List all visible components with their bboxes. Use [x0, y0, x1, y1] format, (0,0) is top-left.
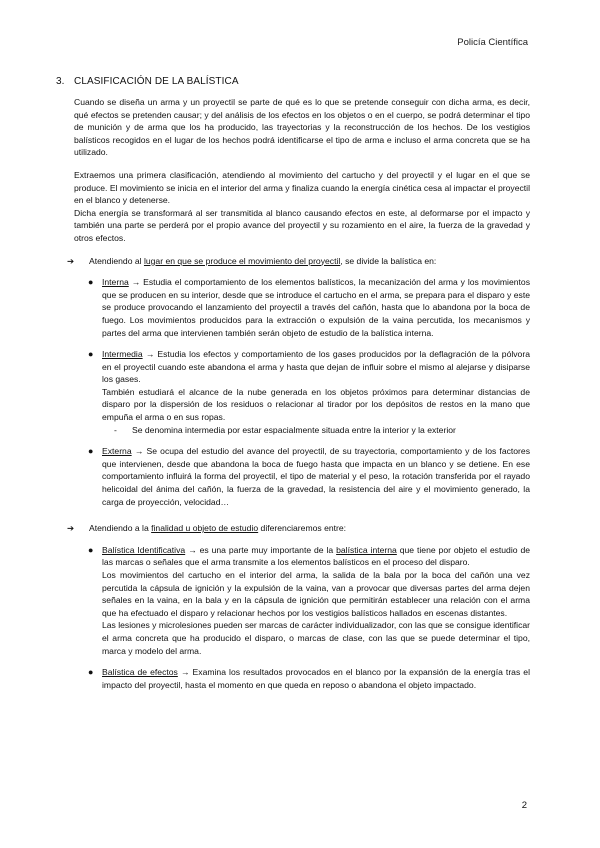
list-item-intermedia: [88, 348, 530, 436]
description-identificativa-2: Los movimientos del cartucho en el interior del arma, la salida de la bala por la boca del cañón una vez percutida la cápsula de ignición y la expulsión de la vaina, van a provocar que diversas partes del arma dejen señales en la vaina, en la bala y en la cápsula de ignición que permitirán establecer una relación con el arma que ha efectuado el disparo y relacionar hechos por los vestigios balísticos hallados en escenas distantes.: [102, 570, 530, 618]
arrow-item-location-post: , se divide la balística en:: [340, 255, 437, 266]
arrow-separator: →: [142, 349, 158, 360]
paragraph-classification-a: Extraemos una primera clasificación, atendiendo al movimiento del cartucho y del proyectil y el lugar en el que se produce. El movimiento se inicia en el interior del arma y finaliza cuando la energía cinética cesa al impactar el proyectil en el blanco y detenerse.: [74, 169, 530, 206]
dash-marker: -: [114, 424, 117, 435]
bullet-icon: ●: [88, 667, 94, 678]
description-identificativa-pre: es una parte muy importante de la: [199, 544, 337, 555]
bullet-list-purpose: [74, 544, 530, 692]
underlined-phrase-location: lugar en que se produce el movimiento del proyectil: [143, 255, 341, 266]
bullet-icon: ●: [88, 277, 94, 288]
arrow-item-purpose: [67, 522, 530, 535]
list-item-identificativa: [88, 544, 531, 657]
description-externa: Se ocupa del estudio del avance del proyectil, de su trayectoria, comportamiento y de los factores que intervienen, desde que abandona la boca de fuego hasta que impacta en un blanco y se detiene. En ese comportamiento influirá la forma del proyectil, el tipo de material y el peso, la rotación transferida por el rayado helicoidal del ánima del cañón, la fuerza de la gravedad, la resistencia del aire y el movimiento generado, la carga de proyección, velocidad…: [102, 446, 531, 507]
list-item-externa: [88, 445, 531, 508]
description-intermedia-2: También estudiará el alcance de la nube generada en los objetos próximos para determinar distancias de disparo por la dispersión de los residuos o relacionar al tirador por los depósitos de restos en la mano que empuña el arma o en sus ropas.: [102, 386, 530, 423]
list-item-efectos: [88, 666, 530, 691]
arrow-item-location-pre: Atendiendo al: [89, 255, 144, 266]
paragraph-classification-b: Dicha energía se transformará al ser transmitida al blanco causando efectos en este, al deformarse por el impacto y también una parte se perderá por el propio avance del proyectil y su rozamiento en el aire, la fuerza de la gravedad y otros efectos.: [74, 207, 530, 243]
description-efectos: Examina los resultados provocados en el blanco por la expansión de la energía tras el impacto del proyectil, hasta el momento en que queda en reposo o abandona el objeto impactado.: [102, 667, 530, 690]
description-interna: Estudia el comportamiento de los elementos balísticos, la mecanización del arma y los movimientos que se producen en su interior, desde que se introduce el cartucho en el arma, se prepara para el disparo y este se produce provocando el lanzamiento del proyectil a través del cañón, hasta que lo abandona por la boca de fuego. Los movimientos producidos para la extracción o expulsión de la vaina percutida, los mecanismos y partes del arma que intervienen también serán objeto de estudio de la balística interna.: [102, 277, 530, 338]
arrow-separator: →: [128, 277, 144, 288]
running-header: Policía Científica: [457, 37, 528, 48]
page-number: 2: [521, 800, 527, 811]
underlined-phrase-balistica-interna: balística interna: [336, 544, 397, 555]
description-identificativa-post: que tiene por objeto el estudio de las marcas o señales que el arma transmite a los elementos balísticos en el proceso del disparo.: [102, 544, 530, 568]
bullet-icon: ●: [88, 544, 94, 555]
arrow-item-purpose-post: diferenciaremos entre:: [258, 523, 347, 534]
section-title-text: CLASIFICACIÓN DE LA BALÍSTICA: [74, 76, 239, 87]
term-externa: Externa: [102, 446, 132, 457]
term-efectos: Balística de efectos: [102, 667, 178, 678]
term-identificativa: Balística Identificativa: [102, 544, 186, 555]
arrow-item-purpose-pre: Atendiendo a la: [89, 523, 152, 534]
section-number: 3.: [56, 76, 65, 87]
arrow-separator: →: [131, 446, 147, 457]
arrow-right-icon: ➔: [67, 255, 75, 266]
arrow-separator: →: [185, 544, 200, 555]
body-content: [67, 96, 531, 700]
sub-item-text: Se denomina intermedia por estar espacialmente situada entre la interior y la exterior: [132, 424, 456, 435]
sub-item-intermedia: [102, 424, 530, 437]
list-item-interna: [88, 276, 530, 339]
arrow-item-location: [67, 255, 530, 268]
underlined-phrase-purpose: finalidad u objeto de estudio: [151, 523, 259, 534]
bullet-icon: ●: [88, 349, 94, 360]
term-interna: Interna: [102, 277, 129, 288]
bullet-icon: ●: [88, 446, 94, 457]
paragraph-intro: Cuando se diseña un arma y un proyectil se parte de qué es lo que se pretende conseguir con dicha arma, es decir, qué efectos se pretenden causar; y del análisis de los efectos en los objetos o en el cuerpo, se podrá determinar el tipo de munición y de arma que los ha producido, las trayectorias y la reconstrucción de los hechos. De los vestigios balísticos recogidos en el lugar de los hechos podrá identificarse el tipo de arma e incluso el arma concreta que se ha utilizado.: [74, 97, 530, 158]
paragraph-classification: [74, 169, 530, 245]
bullet-list-location: [74, 276, 530, 508]
arrow-right-icon: ➔: [67, 523, 75, 534]
description-identificativa-3: Las lesiones y microlesiones pueden ser marcas de carácter individualizador, con las que se consigue identificar el arma concreta que ha producido el disparo, o marcas de clase, con las que se puede determinar el tipo, marca y modelo del arma.: [102, 620, 531, 656]
description-intermedia: Estudia los efectos y comportamiento de los gases producidos por la deflagración de la pólvora en el proyectil cuando este abandona el arma y hasta que dejan de influir sobre el mismo al alejarse y disiparse los gases.: [102, 349, 530, 385]
arrow-separator: →: [177, 667, 193, 678]
section-heading: [56, 76, 239, 87]
term-intermedia: Intermedia: [102, 349, 143, 360]
